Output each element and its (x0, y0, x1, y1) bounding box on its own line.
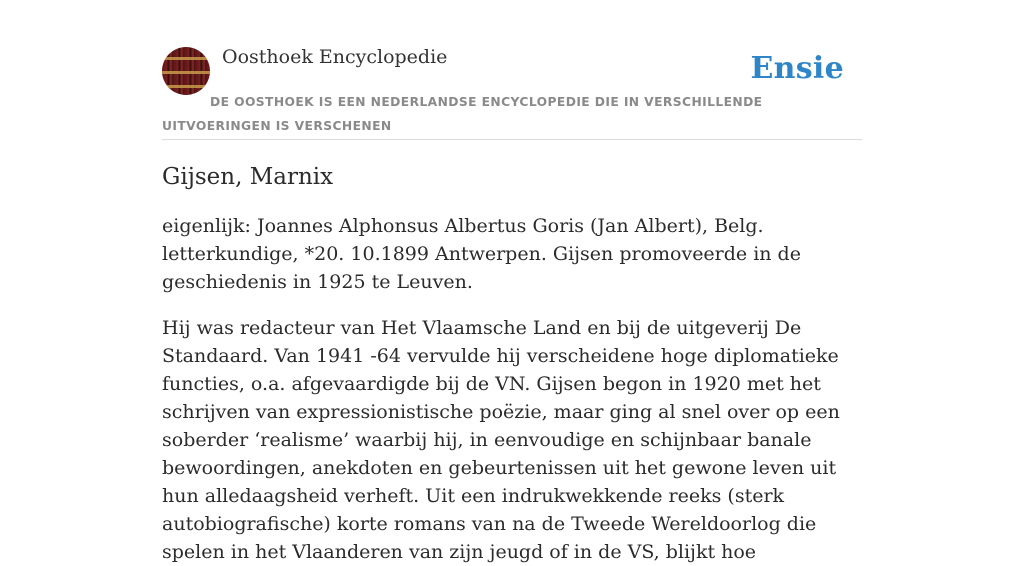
encyclopedia-avatar[interactable] (162, 47, 210, 95)
page (162, 0, 862, 566)
site-tagline: DE OOSTHOEK IS EEN NEDERLANDSE ENCYCLOPEDIE DIE IN VERSCHILLENDE UITVOERINGEN IS VERSCHENEN (162, 95, 763, 133)
site-title[interactable]: Oosthoek Encyclopedie (222, 46, 448, 68)
brand-logo[interactable]: Ensie (750, 51, 844, 86)
article-title: Gijsen, Marnix (162, 164, 334, 190)
article-paragraph-1: eigenlijk: Joannes Alphonsus Albertus Goris (Jan Albert), Belg. letterkundige, *20. 10.1899 Antwerpen. Gijsen promoveerde in de geschiedenis in 1925 te Leuven. (162, 215, 801, 293)
article-paragraph-2: Hij was redacteur van Het Vlaamsche Land en bij de uitgeverij De Standaard. Van 1941 -64 vervulde hij verscheidene hoge diplomatieke functies, o.a. afgevaardigde bij de VN. Gijsen begon in 1920 met het schrijven van expressionistische poëzie, maar ging al snel over op een soberder ‘realisme’ waarbij hij, in eenvoudige en schijnbaar banale bewoordingen, anekdoten en gebeurtenissen uit het gewone leven uit hun alledaagsheid verheft. Uit een indrukwekkende reeks (sterk autobiografische) korte romans van na de Tweede Wereldoorlog die spelen in het Vlaanderen van zijn jeugd of in de VS, blijkt hoe (162, 317, 840, 563)
site-header (162, 0, 862, 140)
